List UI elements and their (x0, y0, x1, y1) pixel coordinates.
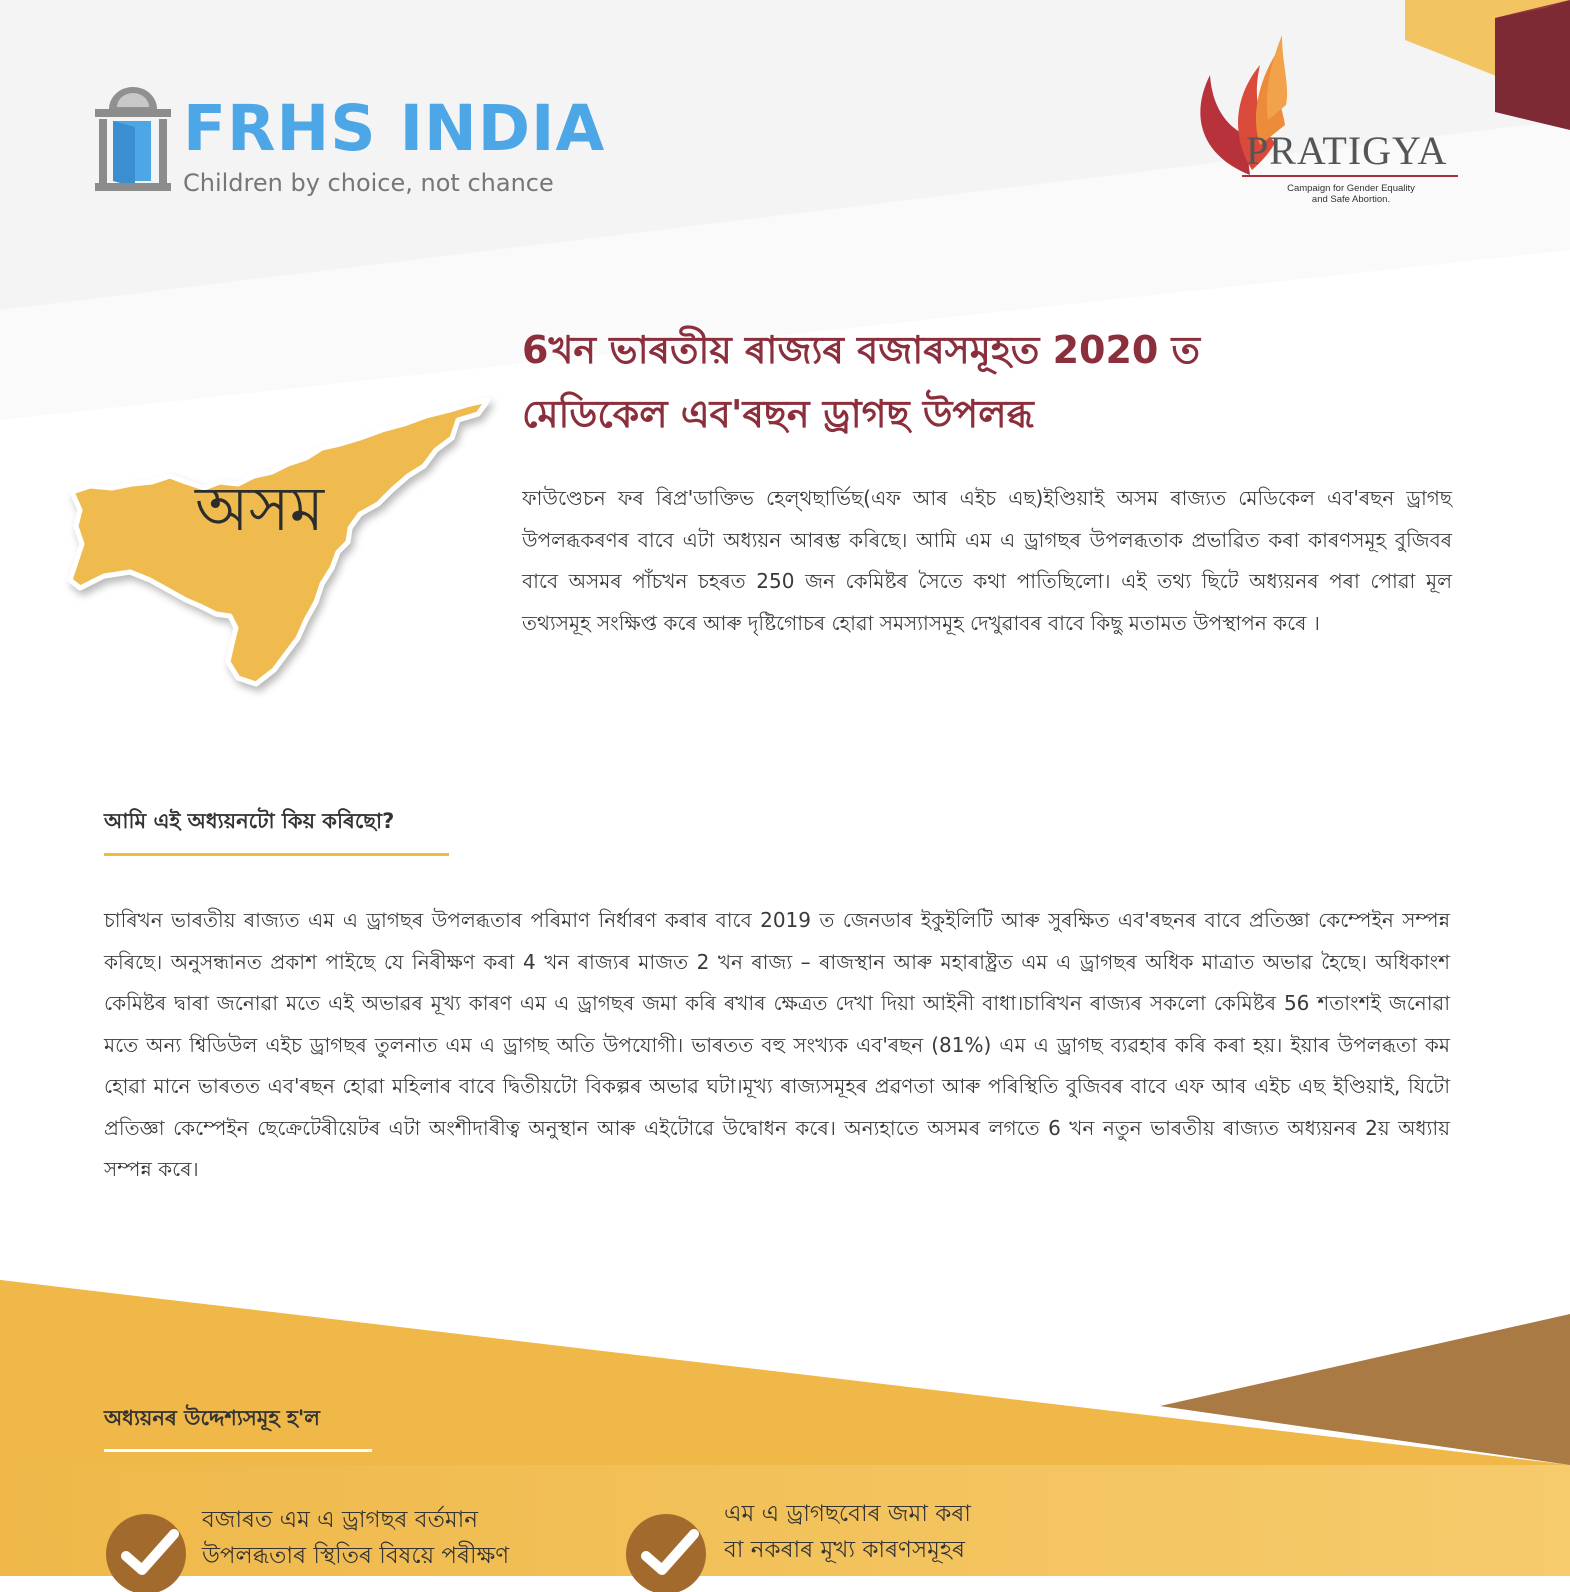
objective-item (104, 1508, 604, 1578)
pratigya-subtitle: Campaign for Gender Equality and Safe Abortion. (1287, 183, 1415, 205)
page-title: 6খন ভাৰতীয় ৰাজ্যৰ বজাৰসমূহত 2020 ত মেডিকেল এব'ৰছন ড্ৰাগছ উপলব্ধ (522, 328, 1201, 436)
check-circle-icon (624, 1508, 708, 1592)
objectives-heading-underline (104, 1449, 372, 1452)
assam-map (60, 392, 510, 702)
objective-text: বজাৰত এম এ ড্ৰাগছৰ বৰ্তমান উপলব্ধতাৰ স্থিতিৰ বিষয়ে পৰীক্ষণ (202, 1507, 510, 1569)
why-heading: আমি এই অধ্যয়নটো কিয় কৰিছো? (104, 809, 395, 833)
objective-item (624, 1501, 1124, 1578)
frhs-name: FRHS INDIA (183, 92, 606, 165)
frhs-tagline: Children by choice, not chance (183, 169, 554, 197)
frhs-logo (95, 83, 606, 203)
objectives-heading: অধ্যয়নৰ উদ্দেশ্যসমূহ হ'ল (104, 1406, 320, 1430)
intro-paragraph: ফাউণ্ডেচন ফৰ ৰিপ্ৰ'ডাক্তিভ হেল্থছাৰ্ভিছ(এফ আৰ এইচ এছ)ইণ্ডিয়াই অসম ৰাজ্যত মেডিকেল এব'ৰছন ড্ৰাগছ উপলব্ধকৰণৰ বাবে এটা অধ্যয়ন আৰম্ভ কৰিছে। আমি এম এ ড্ৰাগছৰ উপলব্ধতাক প্ৰভাৱিত কৰা কাৰণসমূহ বুজিবৰ বাবে অসমৰ পাঁচখন চহৰত 250 জন কেমিষ্টৰ সৈতে কথা পাতিছিলো। এই তথ্য ছিটে অধ্যয়নৰ পৰা পোৱা মূল তথ্যসমূহ সংক্ষিপ্ত কৰে আৰু দৃষ্টিগোচৰ হোৱা সমস্যাসমূহ দেখুৱাবৰ বাবে কিছু মতামত উপস্থাপন কৰে । (522, 486, 1452, 635)
check-circle-icon (104, 1508, 188, 1592)
objective-text: এম এ ড্ৰাগছবোৰ জমা কৰা বা নকৰাৰ মূখ্য কাৰণসমূহৰ (724, 1501, 971, 1563)
frhs-door-icon (95, 83, 171, 193)
pratigya-name: PRATIGYA (1246, 128, 1448, 173)
why-paragraph: চাৰিখন ভাৰতীয় ৰাজ্যত এম এ ড্ৰাগছৰ উপলব্ধতাৰ পৰিমাণ নিৰ্ধাৰণ কৰাৰ বাবে 2019 ত জেনডাৰ ইকুইলিটি আৰু সুৰক্ষিত এব'ৰছনৰ বাবে প্ৰতিজ্ঞা কেম্পেইন সম্পন্ন কৰিছে। অনুসন্ধানত প্ৰকাশ পাইছে যে নিৰীক্ষণ কৰা 4 খন ৰাজ্যৰ মাজত 2 খন ৰাজ্য – ৰাজস্থান আৰু মহাৰাষ্ট্ৰত এম এ ড্ৰাগছৰ অধিক মাত্ৰাত অভাৱ হৈছে। অধিকাংশ কেমিষ্টৰ দ্বাৰা জনোৱা মতে এই অভাৱৰ মূখ্য কাৰণ এম এ ড্ৰাগছৰ জমা কৰি ৰখাৰ ক্ষেত্ৰত দেখা দিয়া আইনী বাধা।চাৰিখন ৰাজ্যৰ সকলো কেমিষ্টৰ 56 শতাংশই জনোৱা মতে অন্য শ্বিডিউল এইচ ড্ৰাগছৰ তুলনাত এম এ ড্ৰাগছ অতি উপযোগী। ভাৰতত বহু সংখ্যক এব'ৰছন (81%) এম এ ড্ৰাগছ ব্যৱহাৰ কৰি কৰা হয়। ইয়াৰ উপলব্ধতা কম হোৱা মানে ভাৰতত এব'ৰছন হোৱা মহিলাৰ বাবে দ্বিতীয়টো বিকল্পৰ অভাৱ ঘটা।মূখ্য ৰাজ্যসমূহৰ প্ৰৱণতা আৰু পৰিস্থিতি বুজিবৰ বাবে এফ আৰ এইচ এছ ইণ্ডিয়াই, যিটো প্ৰতিজ্ঞা কেম্পেইন ছেক্ৰেটেৰীয়েটৰ এটা অংশীদাৰীত্ব অনুস্থান আৰু এইটোৱে উদ্বোধন কৰে। অন্যহাতে অসমৰ লগতে 6 খন নতুন ভাৰতীয় ৰাজ্যত অধ্যয়নৰ 2য় অধ্যায় সম্পন্ন কৰে। (104, 908, 1450, 1181)
pratigya-underline (1242, 175, 1458, 177)
map-label: অসম (195, 472, 325, 545)
pratigya-logo (1190, 25, 1480, 215)
why-heading-underline (104, 853, 449, 856)
